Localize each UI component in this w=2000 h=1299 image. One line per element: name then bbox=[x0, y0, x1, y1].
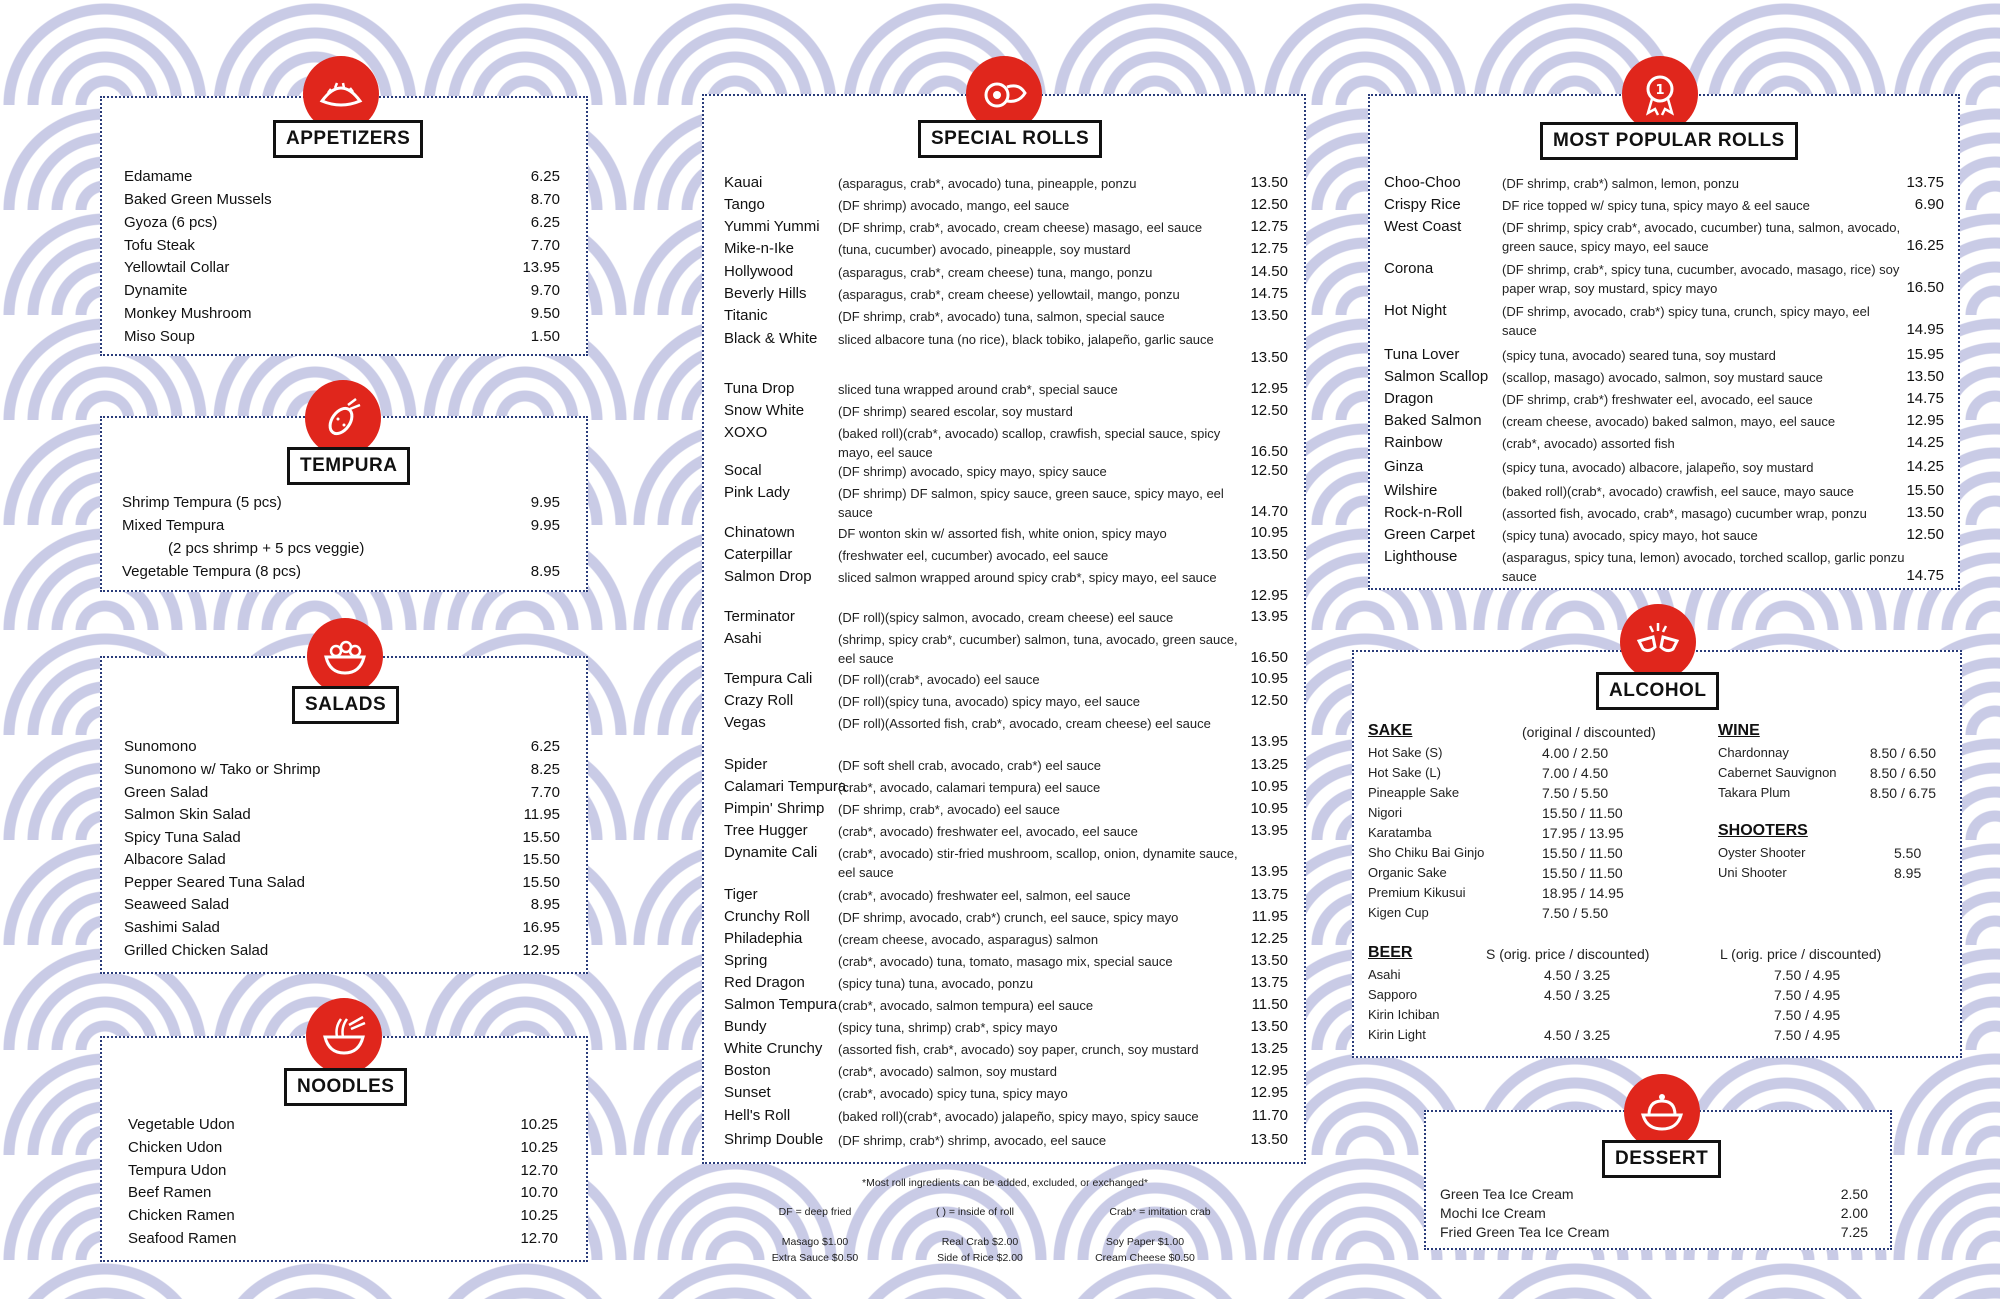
roll-name: Yummi Yummi bbox=[724, 218, 820, 235]
beer-large-price: 7.50 / 4.95 bbox=[1774, 967, 1841, 983]
real-crab-price: Real Crab $2.00 bbox=[941, 1236, 1019, 1248]
roll-description: (crab*, avocado) freshwater eel, salmon, eel sauce bbox=[838, 888, 1131, 903]
beer-large-price: 7.50 / 4.95 bbox=[1774, 987, 1841, 1003]
menu-item-price: 15.50 bbox=[522, 851, 560, 868]
roll-price: 13.25 bbox=[1250, 1040, 1288, 1057]
roll-price: 12.75 bbox=[1250, 240, 1288, 257]
roll-price: 12.25 bbox=[1250, 930, 1288, 947]
roll-name: Tree Hugger bbox=[724, 822, 808, 839]
menu-item-price: 1.50 bbox=[530, 328, 560, 345]
sake-price: 17.95 / 13.95 bbox=[1542, 825, 1624, 841]
roll-price: 14.95 bbox=[1906, 321, 1944, 338]
roll-price: 13.50 bbox=[1250, 1018, 1288, 1035]
menu-item-name: Grilled Chicken Salad bbox=[124, 942, 269, 959]
beer-name: Kirin Ichiban bbox=[1368, 1007, 1440, 1022]
roll-description: (DF shrimp, crab*, avocado) tuna, salmon, special sauce bbox=[838, 309, 1165, 324]
roll-price: 12.75 bbox=[1250, 218, 1288, 235]
menu-item-name: Seaweed Salad bbox=[124, 896, 230, 913]
roll-name: Rainbow bbox=[1384, 434, 1443, 451]
menu-item-price: 12.70 bbox=[520, 1230, 558, 1247]
menu-item-name: Tempura Udon bbox=[128, 1162, 227, 1179]
roll-description: (baked roll)(crab*, avocado) crawfish, eel sauce, mayo sauce bbox=[1502, 484, 1854, 499]
roll-description: (DF shrimp, crab*, avocado) eel sauce bbox=[838, 802, 1060, 817]
dessert-title: DESSERT bbox=[1602, 1140, 1721, 1178]
roll-description: DF wonton skin w/ assorted fish, white onion, spicy mayo bbox=[838, 526, 1167, 541]
roll-name: Pimpin' Shrimp bbox=[724, 800, 825, 817]
menu-item-price: 15.50 bbox=[522, 829, 560, 846]
menu-item-price: 8.70 bbox=[530, 191, 560, 208]
roll-name: Philadephia bbox=[724, 930, 803, 947]
roll-price: 14.75 bbox=[1906, 390, 1944, 407]
roll-description: (DF shrimp, crab*, avocado, cream cheese) masago, eel sauce bbox=[838, 220, 1203, 235]
roll-name: Shrimp Double bbox=[724, 1131, 824, 1148]
roll-name: Asahi bbox=[724, 630, 762, 647]
menu-item-price: 7.25 bbox=[1840, 1224, 1868, 1240]
fried-shrimp-icon bbox=[305, 380, 381, 456]
roll-name: Tuna Drop bbox=[724, 380, 795, 397]
roll-price: 12.50 bbox=[1250, 692, 1288, 709]
special-rolls-panel bbox=[702, 94, 1306, 1164]
roll-name: Black & White bbox=[724, 330, 818, 347]
noodles-title: NOODLES bbox=[284, 1068, 407, 1106]
roll-description: (DF shrimp, crab*, spicy tuna, cucumber, avocado, masago, rice) soy paper wrap, soy mustard, spicy mayo bbox=[1502, 262, 1900, 296]
menu-item-name: Spicy Tuna Salad bbox=[124, 829, 241, 846]
roll-description: (DF shrimp, avocado, crab*) crunch, eel sauce, spicy mayo bbox=[838, 910, 1179, 925]
roll-name: Corona bbox=[1384, 260, 1434, 277]
roll-description: (DF soft shell crab, avocado, crab*) eel sauce bbox=[838, 758, 1102, 773]
roll-price: 12.50 bbox=[1250, 462, 1288, 479]
sake-price: 15.50 / 11.50 bbox=[1542, 805, 1623, 821]
beer-small-price: 4.50 / 3.25 bbox=[1544, 1027, 1611, 1043]
sake-name: Nigori bbox=[1368, 805, 1402, 820]
menu-item-name: Baked Green Mussels bbox=[124, 191, 272, 208]
roll-price: 12.95 bbox=[1250, 380, 1288, 397]
roll-description: (asparagus, crab*, cream cheese) tuna, mango, ponzu bbox=[838, 265, 1153, 280]
roll-description: (freshwater eel, cucumber) avocado, eel sauce bbox=[838, 548, 1109, 563]
salads-title: SALADS bbox=[292, 686, 399, 724]
side-rice-price: Side of Rice $2.00 bbox=[937, 1252, 1023, 1264]
roll-price: 13.50 bbox=[1250, 546, 1288, 563]
roll-description: (assorted fish, crab*, avocado) soy paper, crunch, soy mustard bbox=[838, 1042, 1199, 1057]
roll-price: 14.50 bbox=[1250, 263, 1288, 280]
menu-item-name: Chicken Udon bbox=[128, 1139, 223, 1156]
menu-item-price: 10.25 bbox=[520, 1207, 558, 1224]
menu-item-price: 2.50 bbox=[1840, 1186, 1868, 1202]
menu-item-name: Gyoza (6 pcs) bbox=[124, 214, 218, 231]
menu-item-name: Beef Ramen bbox=[128, 1184, 212, 1201]
roll-name: Salmon Scallop bbox=[1384, 368, 1489, 385]
sake-name: Premium Kikusui bbox=[1368, 885, 1466, 900]
roll-description: (DF roll)(spicy salmon, avocado, cream cheese) eel sauce bbox=[838, 610, 1174, 625]
menu-item-price: 6.25 bbox=[530, 738, 560, 755]
menu-item-price: 9.50 bbox=[530, 305, 560, 322]
roll-name: Tuna Lover bbox=[1384, 346, 1460, 363]
menu-item-price: 8.95 bbox=[530, 563, 560, 580]
menu-item-name: Sunomono bbox=[124, 738, 197, 755]
sake-name: Organic Sake bbox=[1368, 865, 1447, 880]
menu-item-price: 7.70 bbox=[530, 237, 560, 254]
roll-price: 12.95 bbox=[1250, 1084, 1288, 1101]
roll-price: 12.50 bbox=[1250, 402, 1288, 419]
roll-name: Vegas bbox=[724, 714, 766, 731]
roll-name: Rock-n-Roll bbox=[1384, 504, 1463, 521]
roll-name: Hollywood bbox=[724, 263, 794, 280]
menu-item-name: Edamame bbox=[124, 168, 193, 185]
roll-price: 13.95 bbox=[1250, 822, 1288, 839]
roll-name: Caterpillar bbox=[724, 546, 793, 563]
roll-name: Dragon bbox=[1384, 390, 1434, 407]
roll-name: Salmon Drop bbox=[724, 568, 812, 585]
sake-price: 4.00 / 2.50 bbox=[1542, 745, 1609, 761]
roll-name: Bundy bbox=[724, 1018, 767, 1035]
sake-name: Karatamba bbox=[1368, 825, 1432, 840]
roll-price: 14.70 bbox=[1250, 503, 1288, 520]
roll-description: (DF shrimp, crab*) shrimp, avocado, eel sauce bbox=[838, 1133, 1107, 1148]
roll-price: 13.50 bbox=[1250, 174, 1288, 191]
roll-name: Boston bbox=[724, 1062, 771, 1079]
roll-description: (DF shrimp) avocado, spicy mayo, spicy sauce bbox=[838, 464, 1107, 479]
beer-name: Asahi bbox=[1368, 967, 1401, 982]
salad-bowl-icon bbox=[307, 618, 383, 694]
beer-small-price: 4.50 / 3.25 bbox=[1544, 987, 1611, 1003]
roll-name: Salmon Tempura bbox=[724, 996, 838, 1013]
roll-name: Pink Lady bbox=[724, 484, 790, 501]
wine-name: Chardonnay bbox=[1718, 745, 1789, 760]
dessert-bowl-icon bbox=[1624, 1074, 1700, 1150]
roll-description: (DF shrimp) DF salmon, spicy sauce, green sauce, spicy mayo, eel sauce bbox=[838, 486, 1224, 520]
menu-item-name: Shrimp Tempura (5 pcs) bbox=[122, 494, 282, 511]
roll-description: (crab*, avocado) assorted fish bbox=[1502, 436, 1675, 451]
menu-item-price: 7.70 bbox=[530, 784, 560, 801]
menu-item-name: Sashimi Salad bbox=[124, 919, 220, 936]
award-ribbon-icon bbox=[1622, 56, 1698, 132]
sake-name: Kigen Cup bbox=[1368, 905, 1429, 920]
tempura-title: TEMPURA bbox=[287, 447, 410, 485]
popular-rolls-panel bbox=[1368, 94, 1960, 590]
roll-description: (crab*, avocado) tuna, tomato, masago mix, special sauce bbox=[838, 954, 1173, 969]
beer-header: BEER bbox=[1368, 944, 1413, 961]
roll-name: Lighthouse bbox=[1384, 548, 1458, 565]
roll-price: 13.75 bbox=[1906, 174, 1944, 191]
sake-name: Sho Chiku Bai Ginjo bbox=[1368, 845, 1485, 860]
wine-name: Takara Plum bbox=[1718, 785, 1791, 800]
roll-name: Green Carpet bbox=[1384, 526, 1475, 543]
sake-price: 7.50 / 5.50 bbox=[1542, 785, 1609, 801]
roll-price: 16.25 bbox=[1906, 237, 1944, 254]
alcohol-title: ALCOHOL bbox=[1596, 672, 1719, 710]
menu-item-price: 12.95 bbox=[522, 942, 560, 959]
roll-price: 13.50 bbox=[1250, 307, 1288, 324]
roll-description: (crab*, avocado) stir-fried mushroom, scallop, onion, dynamite sauce, eel sauce bbox=[838, 846, 1238, 880]
sake-price: 7.50 / 5.50 bbox=[1542, 905, 1609, 921]
roll-price: 11.95 bbox=[1251, 908, 1288, 925]
roll-price: 12.95 bbox=[1250, 1062, 1288, 1079]
roll-description: (DF roll)(crab*, avocado) eel sauce bbox=[838, 672, 1040, 687]
roll-price: 15.95 bbox=[1906, 346, 1944, 363]
roll-name: Ginza bbox=[1384, 458, 1424, 475]
roll-description: (tuna, cucumber) avocado, pineapple, soy mustard bbox=[838, 242, 1131, 257]
beer-name: Kirin Light bbox=[1368, 1027, 1426, 1042]
roll-price: 13.50 bbox=[1250, 349, 1288, 366]
roll-name: Tiger bbox=[724, 886, 758, 903]
roll-name: Baked Salmon bbox=[1384, 412, 1482, 429]
roll-name: West Coast bbox=[1384, 218, 1462, 235]
roll-description: (DF shrimp) seared escolar, soy mustard bbox=[838, 404, 1073, 419]
roll-name: Crunchy Roll bbox=[724, 908, 810, 925]
roll-price: 16.50 bbox=[1250, 649, 1288, 666]
menu-item-name: Chicken Ramen bbox=[128, 1207, 235, 1224]
menu-item-price: 9.95 bbox=[530, 494, 560, 511]
roll-price: 10.95 bbox=[1250, 778, 1288, 795]
roll-description: (crab*, avocado) salmon, soy mustard bbox=[838, 1064, 1057, 1079]
menu-item-price: 2.00 bbox=[1840, 1205, 1868, 1221]
roll-name: Calamari Tempura bbox=[724, 778, 847, 795]
roll-price: 10.95 bbox=[1250, 800, 1288, 817]
beer-large-header: L (orig. price / discounted) bbox=[1720, 946, 1882, 962]
roll-description: DF rice topped w/ spicy tuna, spicy mayo & eel sauce bbox=[1502, 198, 1810, 213]
roll-price: 13.75 bbox=[1250, 974, 1288, 991]
roll-description: (crab*, avocado, salmon tempura) eel sauce bbox=[838, 998, 1094, 1013]
roll-price: 10.95 bbox=[1250, 524, 1288, 541]
menu-item-name: Vegetable Udon bbox=[128, 1116, 235, 1133]
roll-description: (DF roll)(spicy tuna, avocado) spicy mayo, eel sauce bbox=[838, 694, 1141, 709]
roll-description: (baked roll)(crab*, avocado) scallop, crawfish, special sauce, spicy mayo, eel sauce bbox=[838, 426, 1221, 460]
menu-item-name: Green Tea Ice Cream bbox=[1440, 1186, 1574, 1202]
sake-price: 7.00 / 4.50 bbox=[1542, 765, 1609, 781]
roll-price: 13.25 bbox=[1250, 756, 1288, 773]
beer-large-price: 7.50 / 4.95 bbox=[1774, 1007, 1841, 1023]
sake-name: Hot Sake (L) bbox=[1368, 765, 1441, 780]
menu-item-price: 9.70 bbox=[530, 282, 560, 299]
roll-name: Tango bbox=[724, 196, 765, 213]
roll-name: Wilshire bbox=[1384, 482, 1438, 499]
roll-name: White Crunchy bbox=[724, 1040, 823, 1057]
roll-name: Kauai bbox=[724, 174, 763, 191]
roll-description: (asparagus, crab*, cream cheese) yellowtail, mango, ponzu bbox=[838, 287, 1180, 302]
roll-price: 13.50 bbox=[1906, 504, 1944, 521]
alcohol-panel bbox=[1352, 650, 1962, 1058]
roll-name: Dynamite Cali bbox=[724, 844, 818, 861]
wine-price: 8.50 / 6.50 bbox=[1869, 745, 1936, 761]
menu-item-name: Fried Green Tea Ice Cream bbox=[1440, 1224, 1610, 1240]
df-legend: DF = deep fried bbox=[778, 1206, 852, 1218]
inside-legend: ( ) = inside of roll bbox=[936, 1206, 1014, 1218]
roll-name: Chinatown bbox=[724, 524, 795, 541]
roll-name: Mike-n-Ike bbox=[724, 240, 795, 257]
menu-item-name: Yellowtail Collar bbox=[124, 259, 230, 276]
roll-price: 11.70 bbox=[1251, 1107, 1288, 1124]
shooter-price: 5.50 bbox=[1894, 845, 1922, 861]
roll-price: 14.25 bbox=[1906, 458, 1944, 475]
wine-header: WINE bbox=[1718, 722, 1760, 739]
roll-name: Red Dragon bbox=[724, 974, 805, 991]
menu-item-name: Tofu Steak bbox=[124, 237, 195, 254]
roll-description: sliced tuna wrapped around crab*, special sauce bbox=[838, 382, 1118, 397]
roll-price: 16.50 bbox=[1906, 279, 1944, 296]
sake-price: 15.50 / 11.50 bbox=[1542, 865, 1623, 881]
sake-name: Hot Sake (S) bbox=[1368, 745, 1443, 760]
roll-description: sliced albacore tuna (no rice), black tobiko, jalapeño, garlic sauce bbox=[838, 332, 1214, 347]
roll-description: (cream cheese, avocado, asparagus) salmon bbox=[838, 932, 1099, 947]
roll-description: (spicy tuna) avocado, spicy mayo, hot sauce bbox=[1502, 528, 1758, 543]
appetizers-title: APPETIZERS bbox=[273, 120, 423, 158]
roll-description: (spicy tuna, shrimp) crab*, spicy mayo bbox=[838, 1020, 1058, 1035]
roll-description: (DF shrimp, crab*) salmon, lemon, ponzu bbox=[1502, 176, 1739, 191]
menu-item-price: 12.70 bbox=[520, 1162, 558, 1179]
svg-text:1: 1 bbox=[1655, 83, 1665, 98]
popular-rolls-title: MOST POPULAR ROLLS bbox=[1540, 122, 1798, 160]
roll-price: 13.95 bbox=[1250, 733, 1288, 750]
roll-description: (crab*, avocado, calamari tempura) eel sauce bbox=[838, 780, 1101, 795]
wine-price: 8.50 / 6.75 bbox=[1869, 785, 1936, 801]
beer-large-price: 7.50 / 4.95 bbox=[1774, 1027, 1841, 1043]
extra-sauce-price: Extra Sauce $0.50 bbox=[771, 1252, 859, 1264]
roll-price: 10.95 bbox=[1250, 670, 1288, 687]
roll-name: Tempura Cali bbox=[724, 670, 813, 687]
roll-price: 13.75 bbox=[1250, 886, 1288, 903]
menu-item-price: 6.25 bbox=[530, 168, 560, 185]
roll-name: Spider bbox=[724, 756, 768, 773]
roll-footnote: *Most roll ingredients can be added, excluded, or exchanged* bbox=[861, 1177, 1149, 1189]
menu-item-name: Salmon Skin Salad bbox=[124, 806, 251, 823]
roll-description: (asparagus, crab*, avocado) tuna, pineapple, ponzu bbox=[838, 176, 1137, 191]
roll-description: (assorted fish, avocado, crab*, masago) cucumber wrap, ponzu bbox=[1502, 506, 1867, 521]
menu-item-name: Monkey Mushroom bbox=[124, 305, 252, 322]
roll-price: 13.50 bbox=[1250, 1131, 1288, 1148]
menu-item-price: 11.95 bbox=[523, 806, 560, 823]
roll-price: 12.50 bbox=[1906, 526, 1944, 543]
roll-name: Titanic bbox=[724, 307, 768, 324]
crab-legend: Crab* = imitation crab bbox=[1109, 1206, 1211, 1218]
menu-item-name: Green Salad bbox=[124, 784, 209, 801]
masago-price: Masago $1.00 bbox=[781, 1236, 849, 1248]
menu-item-price: 16.95 bbox=[522, 919, 560, 936]
roll-price: 12.95 bbox=[1906, 412, 1944, 429]
menu-item-name: Miso Soup bbox=[124, 328, 195, 345]
sake-price: 15.50 / 11.50 bbox=[1542, 845, 1623, 861]
roll-price: 6.90 bbox=[1914, 196, 1944, 213]
menu-item-price: 10.25 bbox=[520, 1139, 558, 1156]
beer-name: Sapporo bbox=[1368, 987, 1418, 1002]
roll-price: 14.25 bbox=[1906, 434, 1944, 451]
roll-price: 12.95 bbox=[1250, 587, 1288, 604]
roll-name: Spring bbox=[724, 952, 768, 969]
menu-item-name: Seafood Ramen bbox=[128, 1230, 237, 1247]
roll-price: 16.50 bbox=[1250, 443, 1288, 460]
roll-description: (asparagus, spicy tuna, lemon) avocado, torched scallop, garlic ponzu sauce bbox=[1502, 550, 1905, 584]
roll-description: (crab*, avocado) freshwater eel, avocado, eel sauce bbox=[838, 824, 1138, 839]
menu-item-name: Pepper Seared Tuna Salad bbox=[124, 874, 305, 891]
menu-item-price: 9.95 bbox=[530, 517, 560, 534]
special-rolls-title: SPECIAL ROLLS bbox=[918, 120, 1102, 158]
roll-price: 13.95 bbox=[1250, 608, 1288, 625]
noodle-bowl-icon bbox=[306, 998, 382, 1074]
roll-price: 13.95 bbox=[1250, 863, 1288, 880]
roll-description: (shrimp, spicy crab*, cucumber) salmon, tuna, avocado, green sauce, eel sauce bbox=[838, 632, 1238, 666]
roll-price: 11.50 bbox=[1251, 996, 1288, 1013]
roll-price: 13.50 bbox=[1906, 368, 1944, 385]
roll-description: (crab*, avocado) spicy tuna, spicy mayo bbox=[838, 1086, 1068, 1101]
menu-item-price: 8.95 bbox=[530, 896, 560, 913]
roll-description: (scallop, masago) avocado, salmon, soy mustard sauce bbox=[1502, 370, 1823, 385]
roll-description: (DF shrimp, spicy crab*, avocado, cucumber) tuna, salmon, avocado, green sauce, spicy mayo, eel sauce bbox=[1502, 220, 1901, 254]
roll-description: (DF roll)(Assorted fish, crab*, avocado, cream cheese) eel sauce bbox=[838, 716, 1211, 731]
sake-subheader: (original / discounted) bbox=[1522, 724, 1656, 740]
roll-description: (cream cheese, avocado) baked salmon, mayo, eel sauce bbox=[1502, 414, 1836, 429]
roll-description: (spicy tuna, avocado) albacore, jalapeño, soy mustard bbox=[1502, 460, 1814, 475]
roll-description: sliced salmon wrapped around spicy crab*, spicy mayo, eel sauce bbox=[838, 570, 1217, 585]
roll-name: Socal bbox=[724, 462, 762, 479]
menu-item-price: 10.70 bbox=[520, 1184, 558, 1201]
roll-name: Hot Night bbox=[1384, 302, 1447, 319]
menu-item-price: 10.25 bbox=[520, 1116, 558, 1133]
menu-item-name: Sunomono w/ Tako or Shrimp bbox=[124, 761, 321, 778]
roll-name: Crispy Rice bbox=[1384, 196, 1461, 213]
roll-description: (spicy tuna, avocado) seared tuna, soy mustard bbox=[1502, 348, 1776, 363]
menu-item-price: 15.50 bbox=[522, 874, 560, 891]
beer-small-header: S (orig. price / discounted) bbox=[1486, 946, 1650, 962]
roll-name: Hell's Roll bbox=[724, 1107, 791, 1124]
menu-item-name: Vegetable Tempura (8 pcs) bbox=[122, 563, 301, 580]
roll-name: Choo-Choo bbox=[1384, 174, 1461, 191]
roll-name: Snow White bbox=[724, 402, 805, 419]
sake-price: 18.95 / 14.95 bbox=[1542, 885, 1624, 901]
menu-item-price: 13.95 bbox=[522, 259, 560, 276]
beer-small-price: 4.50 / 3.25 bbox=[1544, 967, 1611, 983]
menu-item-name: Dynamite bbox=[124, 282, 188, 299]
menu-item-name: Mochi Ice Cream bbox=[1440, 1205, 1546, 1221]
roll-description: (DF shrimp) avocado, mango, eel sauce bbox=[838, 198, 1070, 213]
roll-description: (baked roll)(crab*, avocado) jalapeño, spicy mayo, spicy sauce bbox=[838, 1109, 1199, 1124]
roll-price: 15.50 bbox=[1906, 482, 1944, 499]
cream-cheese-price: Cream Cheese $0.50 bbox=[1095, 1252, 1195, 1264]
menu-item-price: 6.25 bbox=[530, 214, 560, 231]
roll-name: XOXO bbox=[724, 424, 768, 441]
roll-description: (DF shrimp, crab*) freshwater eel, avocado, eel sauce bbox=[1502, 392, 1813, 407]
shooter-price: 8.95 bbox=[1894, 865, 1922, 881]
menu-item-name: Albacore Salad bbox=[124, 851, 226, 868]
shooter-name: Oyster Shooter bbox=[1718, 845, 1806, 860]
roll-price: 14.75 bbox=[1906, 567, 1944, 584]
shooter-name: Uni Shooter bbox=[1718, 865, 1787, 880]
roll-name: Beverly Hills bbox=[724, 285, 807, 302]
sake-name: Pineapple Sake bbox=[1368, 785, 1460, 800]
roll-description: (spicy tuna) tuna, avocado, ponzu bbox=[838, 976, 1034, 991]
menu-item-price: 8.25 bbox=[530, 761, 560, 778]
wine-price: 8.50 / 6.50 bbox=[1869, 765, 1936, 781]
roll-name: Crazy Roll bbox=[724, 692, 794, 709]
menu-item-note: (2 pcs shrimp + 5 pcs veggie) bbox=[168, 540, 365, 557]
roll-description: (DF shrimp, avocado, crab*) spicy tuna, crunch, spicy mayo, eel sauce bbox=[1502, 304, 1870, 338]
shooters-header: SHOOTERS bbox=[1718, 822, 1808, 839]
roll-price: 13.50 bbox=[1250, 952, 1288, 969]
sake-cheers-icon bbox=[1620, 604, 1696, 680]
roll-price: 12.50 bbox=[1250, 196, 1288, 213]
roll-price: 14.75 bbox=[1250, 285, 1288, 302]
roll-name: Terminator bbox=[724, 608, 795, 625]
roll-name: Sunset bbox=[724, 1084, 771, 1101]
sake-header: SAKE bbox=[1368, 722, 1413, 739]
wine-name: Cabernet Sauvignon bbox=[1718, 765, 1837, 780]
soy-paper-price: Soy Paper $1.00 bbox=[1105, 1236, 1185, 1248]
menu-item-name: Mixed Tempura bbox=[122, 517, 225, 534]
